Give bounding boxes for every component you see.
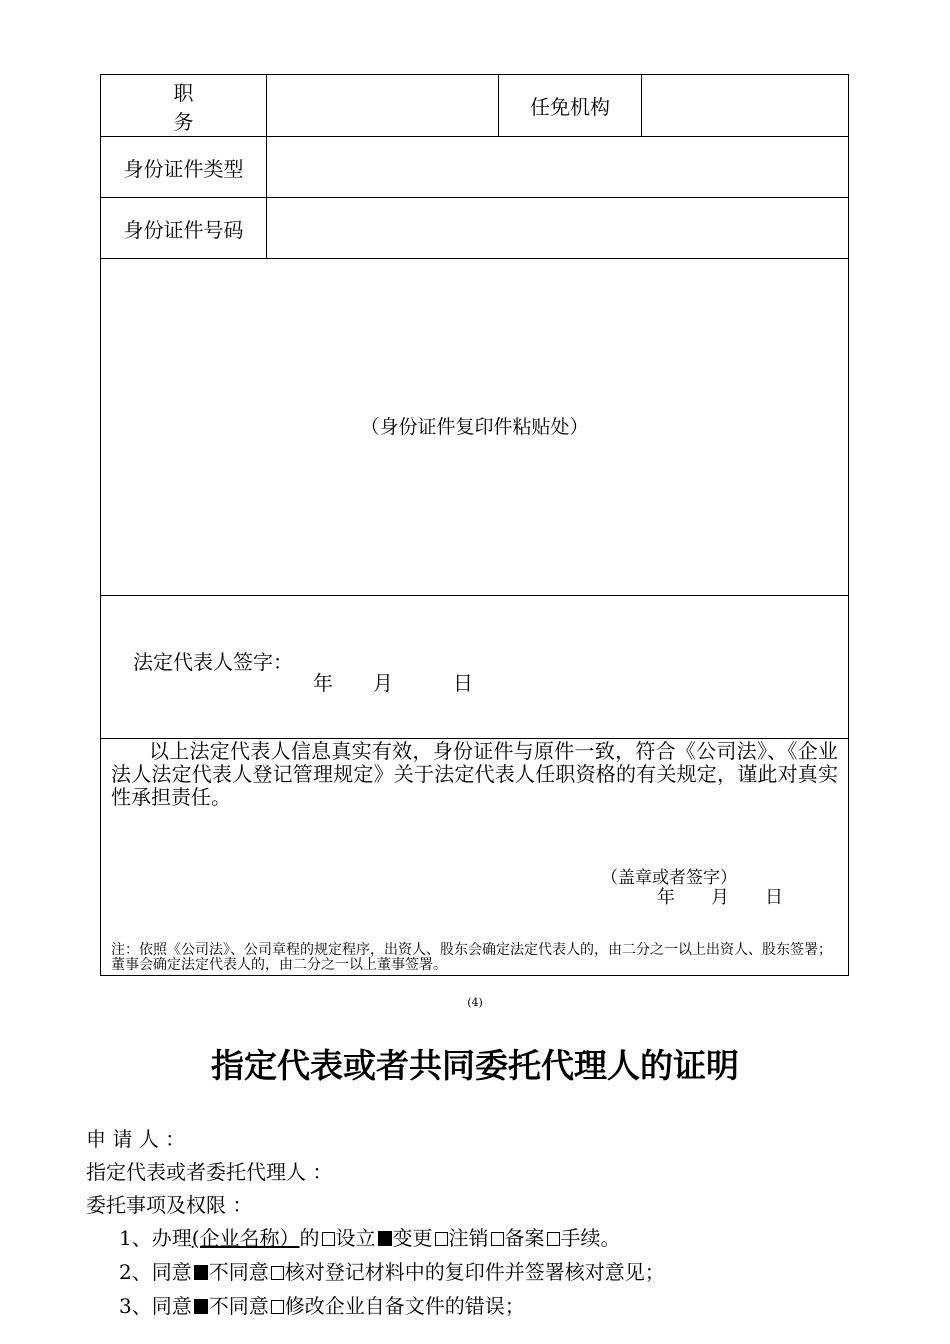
position-field[interactable] [267, 75, 499, 137]
item-2 [119, 1256, 665, 1285]
document-title: 指定代表或者共同委托代理人的证明 [211, 1046, 739, 1085]
id-number-label: 身份证件号码 [101, 198, 267, 259]
checkbox-cancel[interactable] [435, 1232, 448, 1246]
id-copy-placeholder: （身份证件复印件粘贴处） [360, 415, 589, 438]
item-3 [119, 1290, 525, 1319]
option-establish: 设立 [335, 1226, 376, 1250]
position-label: 职务 [101, 75, 267, 137]
option-record: 备案 [504, 1226, 545, 1250]
appointing-body-label: 任免机构 [499, 75, 642, 137]
item-3-text: 修改企业自备文件的错误； [284, 1294, 525, 1318]
item-2-text: 核对登记材料中的复印件并签署核对意见； [284, 1260, 665, 1284]
page-number: (4) [467, 996, 483, 1009]
declaration-text: 以上法定代表人信息真实有效，身份证件与原件一致，符合《公司法》、《企业法人法定代表人登记管理规定》关于法定代表人任职资格的有关规定，谨此对真实性承担责任。 [111, 739, 838, 809]
scope-line: 委托事项及权限 ： [86, 1193, 253, 1217]
option-cancel: 注销 [448, 1226, 489, 1250]
legal-representative-form [100, 74, 849, 976]
applicant-line: 申 请 人 ： [86, 1127, 186, 1151]
appointing-body-field[interactable] [642, 75, 849, 137]
checkbox-procedures[interactable] [547, 1232, 560, 1246]
signature-area [101, 596, 849, 739]
id-number-field[interactable] [267, 198, 849, 259]
checkbox-change-checked[interactable] [378, 1231, 392, 1246]
checkbox-record[interactable] [491, 1232, 504, 1246]
item-1-mid: 的 [299, 1226, 320, 1250]
option-procedures: 手续。 [560, 1226, 621, 1250]
id-type-label: 身份证件类型 [101, 137, 267, 198]
option-change: 变更 [392, 1226, 433, 1250]
seal-label: （盖章或者签字） [601, 868, 737, 888]
declaration-area [101, 739, 849, 976]
id-copy-area [101, 259, 849, 596]
checkbox-disagree[interactable] [271, 1300, 284, 1314]
item-2-prefix: 2、同意 [119, 1260, 192, 1284]
id-type-field[interactable] [267, 137, 849, 198]
checkbox-agree-checked[interactable] [194, 1265, 208, 1280]
company-name-blank: (企业名称） [191, 1226, 300, 1250]
option-disagree: 不同意 [208, 1294, 269, 1318]
form-note: 注：依照《公司法》、公司章程的规定程序，出资人、股东会确定法定代表人的，由二分之一以上出资人、股东签署；董事会确定法定代表人的，由二分之一以上董事签署。 [111, 942, 832, 973]
agent-line: 指定代表或者委托代理人 ： [86, 1160, 333, 1184]
signature-label: 法定代表人签字： [133, 650, 293, 674]
item-1-prefix: 1、办理 [119, 1226, 192, 1250]
item-1 [119, 1222, 621, 1251]
signature-date: 年 月 日 [313, 671, 473, 695]
item-3-prefix: 3、同意 [119, 1294, 192, 1318]
seal-date: 年 月 日 [657, 887, 783, 908]
checkbox-disagree[interactable] [271, 1266, 284, 1280]
checkbox-agree-checked[interactable] [194, 1299, 208, 1314]
option-disagree: 不同意 [208, 1260, 269, 1284]
checkbox-establish[interactable] [322, 1232, 335, 1246]
